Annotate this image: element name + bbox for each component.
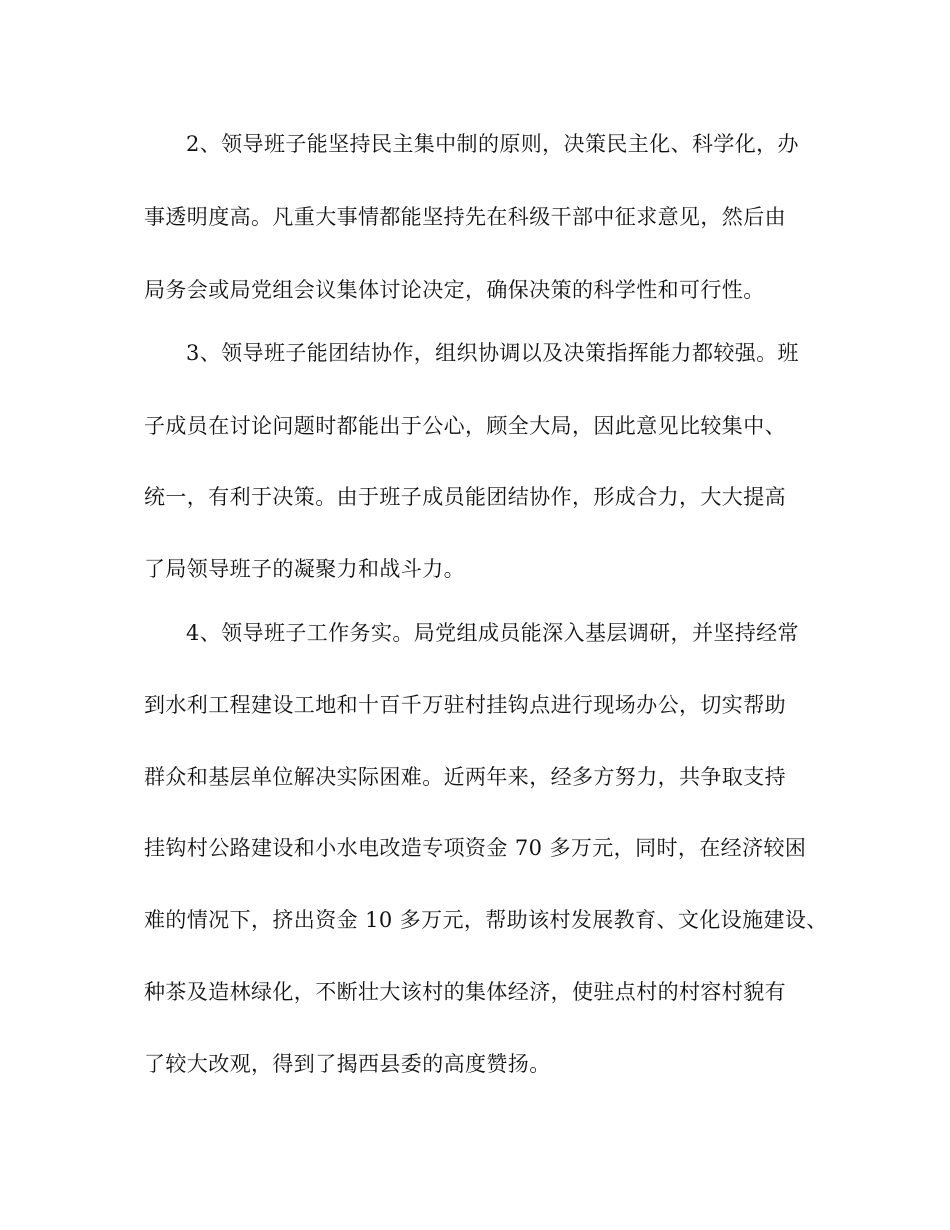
paragraph-2-line-3: 局务会或局党组会议集体讨论决定，确保决策的科学性和可行性。 (144, 278, 765, 302)
paragraph-2-line-2: 事透明度高。凡重大事情都能坚持先在科级干部中征求意见，然后由 (144, 205, 786, 229)
paragraph-4-line-4: 挂钩村公路建设和小水电改造专项资金 70 多万元，同时，在经济较困 (144, 836, 807, 860)
paragraph-4-line-2: 到水利工程建设工地和十百千万驻村挂钩点进行现场办公，切实帮助 (144, 693, 786, 717)
paragraph-4-line-1: 4、领导班子工作务实。局党组成员能深入基层调研，并坚持经常 (186, 621, 799, 645)
paragraph-3-line-4: 了局领导班子的凝聚力和战斗力。 (144, 557, 465, 581)
paragraph-2-line-1: 2、领导班子能坚持民主集中制的原则，决策民主化、科学化，办 (186, 132, 799, 156)
paragraph-4-line-7: 了较大改观，得到了揭西县委的高度赞扬。 (144, 1052, 551, 1076)
paragraph-3-line-3: 统一，有利于决策。由于班子成员能团结协作，形成合力，大大提高 (144, 485, 786, 509)
paragraph-4-line-6: 种茶及造林绿化，不断壮大该村的集体经济，使驻点村的村容村貌有 (144, 980, 786, 1004)
paragraph-4-line-3: 群众和基层单位解决实际困难。近两年来，经多方努力，共争取支持 (144, 765, 786, 789)
paragraph-3-line-2: 子成员在讨论问题时都能出于公心，顾全大局，因此意见比较集中、 (144, 414, 786, 438)
paragraph-3-line-1: 3、领导班子能团结协作，组织协调以及决策指挥能力都较强。班 (186, 341, 799, 365)
paragraph-4-line-5: 难的情况下，挤出资金 10 多万元，帮助该村发展教育、文化设施建设、 (144, 908, 828, 932)
